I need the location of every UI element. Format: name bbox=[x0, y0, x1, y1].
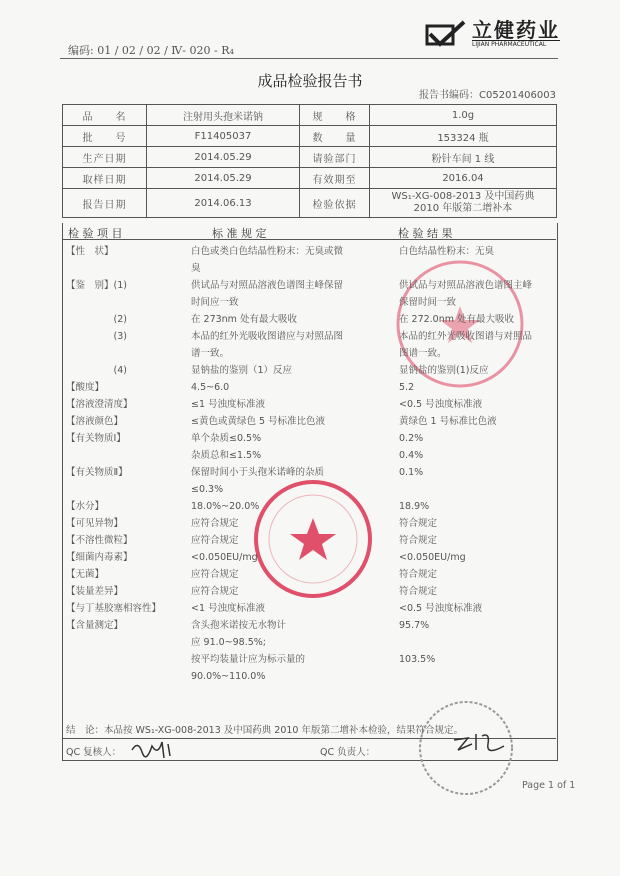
test-item bbox=[66, 328, 191, 362]
test-standard-line: 本品的红外光吸收图谱应与对照品图 bbox=[191, 331, 344, 342]
test-result-line bbox=[399, 481, 554, 498]
test-row bbox=[66, 617, 554, 651]
test-standard-line: 应符合规定 bbox=[191, 535, 239, 546]
department: 粉针车间 1 线 bbox=[370, 147, 557, 168]
test-standard-line: ≤黄色或黄绿色 5 号标准比色液 bbox=[191, 416, 326, 427]
test-result-line: 保留时间一致 bbox=[399, 297, 457, 308]
test-standard-line: 应符合规定 bbox=[191, 569, 239, 580]
test-item bbox=[66, 362, 191, 379]
test-item bbox=[66, 396, 191, 413]
checkmark-logo-icon bbox=[424, 20, 468, 48]
product-info-table bbox=[62, 104, 557, 218]
test-standard-line: <1 号浊度标准液 bbox=[191, 603, 266, 614]
label: 品 名 bbox=[63, 105, 147, 126]
test-item bbox=[66, 498, 191, 515]
qc-reviewer-label: QC 复核人： bbox=[66, 747, 122, 758]
label: 数 量 bbox=[300, 126, 370, 147]
test-result-line: 供试品与对照品溶液色谱图主峰 bbox=[399, 280, 533, 291]
report-number: 报告书编码：C05201406003 bbox=[419, 90, 556, 101]
reviewer-signature bbox=[128, 736, 178, 760]
test-result-line: <0.5 号浊度标准液 bbox=[399, 603, 483, 614]
test-row bbox=[66, 549, 554, 566]
label: 检验依据 bbox=[300, 189, 370, 218]
test-standard-line: 白色或类白色结晶性粉末：无臭或微 bbox=[191, 246, 344, 257]
test-row bbox=[66, 413, 554, 430]
test-result bbox=[399, 243, 554, 277]
test-standard-line: 4.5~6.0 bbox=[191, 382, 230, 393]
test-standard bbox=[191, 617, 399, 651]
label: 取样日期 bbox=[63, 168, 147, 189]
test-result-line: 0.1% bbox=[399, 467, 424, 478]
header-standard: 标 准 规 定 bbox=[212, 227, 267, 240]
product-name: 注射用头孢米诺钠 bbox=[147, 105, 300, 126]
test-standard-line: 应符合规定 bbox=[191, 586, 239, 597]
test-item-line bbox=[66, 294, 191, 311]
test-item-line: (2) bbox=[66, 314, 127, 325]
test-item-line bbox=[66, 345, 191, 362]
test-result bbox=[399, 379, 554, 396]
test-standard-line: 含头孢米诺按无水物计 bbox=[191, 620, 287, 631]
test-item-line: 【可见异物】 bbox=[66, 518, 124, 529]
test-standard-line: 应 91.0~98.5%; bbox=[191, 637, 267, 648]
test-item-line: 【有关物质Ⅱ】 bbox=[66, 467, 128, 478]
test-standard bbox=[191, 413, 399, 430]
test-standard-line: 时间应一致 bbox=[191, 297, 239, 308]
results-header bbox=[62, 223, 556, 240]
test-result bbox=[399, 549, 554, 566]
test-standard bbox=[191, 396, 399, 413]
test-item-line: 【无菌】 bbox=[66, 569, 105, 580]
quantity: 153324 瓶 bbox=[370, 126, 557, 147]
label: 报告日期 bbox=[63, 189, 147, 218]
test-standard-line: 谱一致。 bbox=[191, 348, 230, 359]
test-row bbox=[66, 651, 554, 685]
test-result-line: 符合规定 bbox=[399, 518, 438, 529]
test-item-line: 【溶液颜色】 bbox=[66, 416, 124, 427]
test-item-line: 【细菌内毒素】 bbox=[66, 552, 133, 563]
test-row bbox=[66, 583, 554, 600]
test-result-line: 18.9% bbox=[399, 501, 430, 512]
test-item-line: (4) bbox=[66, 365, 127, 376]
test-item bbox=[66, 566, 191, 583]
test-item-line: 【不溶性微粒】 bbox=[66, 535, 133, 546]
test-result bbox=[399, 277, 554, 311]
test-item bbox=[66, 651, 191, 685]
test-row bbox=[66, 532, 554, 549]
logo-text-en: LIJIAN PHARMACEUTICAL bbox=[472, 40, 560, 48]
test-item-line bbox=[66, 634, 191, 651]
test-result-line: 在 272.0nm 处有最大吸收 bbox=[399, 314, 515, 325]
test-result bbox=[399, 600, 554, 617]
page-title: 成品检验报告书 bbox=[257, 72, 363, 90]
batch-number: F11405037 bbox=[147, 126, 300, 147]
test-standard bbox=[191, 277, 399, 311]
test-item-line: 【溶液澄清度】 bbox=[66, 399, 133, 410]
test-result-line: 图谱一致。 bbox=[399, 348, 447, 359]
test-item-line: 【水分】 bbox=[66, 501, 105, 512]
test-row bbox=[66, 396, 554, 413]
test-item bbox=[66, 583, 191, 600]
test-row bbox=[66, 430, 554, 464]
test-row bbox=[66, 328, 554, 362]
test-standard bbox=[191, 328, 399, 362]
spec: 1.0g bbox=[370, 105, 557, 126]
test-item-line: 【与丁基胶塞相容性】 bbox=[66, 603, 162, 614]
test-result bbox=[399, 328, 554, 362]
test-standard-line: 单个杂质≤0.5% bbox=[191, 433, 262, 444]
test-standard-line: 杂质总和≤1.5% bbox=[191, 450, 262, 461]
test-result bbox=[399, 498, 554, 515]
test-item-line bbox=[66, 260, 191, 277]
test-standard bbox=[191, 498, 399, 515]
test-item-line bbox=[66, 668, 191, 685]
test-standard bbox=[191, 311, 399, 328]
test-item-line: 【装量差异】 bbox=[66, 586, 124, 597]
test-standard-line: 在 273nm 处有最大吸收 bbox=[191, 314, 297, 325]
test-standard-line: 90.0%~110.0% bbox=[191, 671, 266, 682]
test-standard bbox=[191, 362, 399, 379]
test-standard-line: ≤1 号浊度标准液 bbox=[191, 399, 266, 410]
test-result bbox=[399, 566, 554, 583]
test-row bbox=[66, 600, 554, 617]
test-item bbox=[66, 430, 191, 464]
test-result-line: 符合规定 bbox=[399, 535, 438, 546]
header-item: 检 验 项 目 bbox=[68, 227, 123, 240]
company-logo bbox=[424, 20, 560, 48]
test-item bbox=[66, 277, 191, 311]
test-row bbox=[66, 566, 554, 583]
test-item bbox=[66, 617, 191, 651]
test-standard bbox=[191, 600, 399, 617]
test-standard bbox=[191, 243, 399, 277]
test-result-line bbox=[399, 634, 554, 651]
test-result-line: 103.5% bbox=[399, 654, 436, 665]
label: 请验部门 bbox=[300, 147, 370, 168]
test-standard bbox=[191, 566, 399, 583]
test-item bbox=[66, 515, 191, 532]
report-date: 2014.06.13 bbox=[147, 189, 300, 218]
test-result-line: 0.2% bbox=[399, 433, 424, 444]
test-item-line: (3) bbox=[66, 331, 127, 342]
test-item bbox=[66, 549, 191, 566]
test-result bbox=[399, 651, 554, 685]
test-item-line: 【酸度】 bbox=[66, 382, 105, 393]
test-result bbox=[399, 464, 554, 498]
test-result bbox=[399, 617, 554, 651]
test-result-line: 本品的红外光吸收图谱与对照品 bbox=[399, 331, 533, 342]
test-standard-line: 应符合规定 bbox=[191, 518, 239, 529]
test-result-line: 5.2 bbox=[399, 382, 415, 393]
test-result bbox=[399, 430, 554, 464]
page-number: Page 1 of 1 bbox=[522, 780, 576, 791]
test-item bbox=[66, 413, 191, 430]
test-item-line: 【性 状】 bbox=[66, 246, 114, 257]
test-item-line: 【含量测定】 bbox=[66, 620, 124, 631]
test-item bbox=[66, 311, 191, 328]
test-standard-line: <0.050EU/mg bbox=[191, 552, 258, 563]
test-result bbox=[399, 515, 554, 532]
test-item bbox=[66, 464, 191, 498]
test-standard-line: 供试品与对照品溶液色谱图主峰保留 bbox=[191, 280, 344, 291]
test-item-line: 【有关物质Ⅰ】 bbox=[66, 433, 126, 444]
test-standard bbox=[191, 583, 399, 600]
test-result-line: 符合规定 bbox=[399, 586, 438, 597]
label: 规 格 bbox=[300, 105, 370, 126]
test-standard bbox=[191, 464, 399, 498]
test-item-line: 【鉴 别】(1) bbox=[66, 280, 127, 291]
mfg-date: 2014.05.29 bbox=[147, 147, 300, 168]
header-result: 检 验 结 果 bbox=[398, 227, 453, 240]
test-standard-line: 显钠盐的鉴别（1）反应 bbox=[191, 365, 293, 376]
test-result bbox=[399, 396, 554, 413]
test-result bbox=[399, 583, 554, 600]
test-result-line: 0.4% bbox=[399, 450, 424, 461]
test-item-line bbox=[66, 481, 191, 498]
label: 批 号 bbox=[63, 126, 147, 147]
test-standard bbox=[191, 430, 399, 464]
test-item bbox=[66, 600, 191, 617]
test-result-line: 显钠盐的鉴别(1)反应 bbox=[399, 365, 489, 376]
inspection-basis: WS₁-XG-008-2013 及中国药典 2010 年版第二增补本 bbox=[370, 189, 557, 218]
test-result-line: <0.050EU/mg bbox=[399, 552, 466, 563]
test-result-line: 黄绿色 1 号标准比色液 bbox=[399, 416, 497, 427]
test-row bbox=[66, 243, 554, 277]
test-result-line: 符合规定 bbox=[399, 569, 438, 580]
test-standard-line: 18.0%~20.0% bbox=[191, 501, 260, 512]
label: 生产日期 bbox=[63, 147, 147, 168]
test-result bbox=[399, 311, 554, 328]
test-result bbox=[399, 362, 554, 379]
test-item bbox=[66, 379, 191, 396]
test-result-line: <0.5 号浊度标准液 bbox=[399, 399, 483, 410]
test-row bbox=[66, 515, 554, 532]
test-standard bbox=[191, 515, 399, 532]
test-standard-line: 保留时间小于头孢米诺峰的杂质 bbox=[191, 467, 325, 478]
test-result-line: 白色结晶性粉末：无臭 bbox=[399, 246, 495, 257]
test-row bbox=[66, 464, 554, 498]
test-result-line bbox=[399, 260, 554, 277]
sample-date: 2014.05.29 bbox=[147, 168, 300, 189]
qc-manager-label: QC 负责人： bbox=[320, 747, 376, 758]
test-result-line: 95.7% bbox=[399, 620, 430, 631]
test-row bbox=[66, 311, 554, 328]
test-result bbox=[399, 413, 554, 430]
test-standard-line: 按平均装量计应为标示量的 bbox=[191, 654, 306, 665]
test-row bbox=[66, 362, 554, 379]
test-row bbox=[66, 379, 554, 396]
test-row bbox=[66, 498, 554, 515]
header-divider bbox=[60, 58, 558, 59]
test-standard-line: 臭 bbox=[191, 263, 201, 274]
logo-text-cn: 立健药业 bbox=[472, 18, 560, 42]
test-item-line bbox=[66, 651, 191, 668]
expiry-date: 2016.04 bbox=[370, 168, 557, 189]
test-standard bbox=[191, 532, 399, 549]
test-standard bbox=[191, 651, 399, 685]
test-result-line bbox=[399, 668, 554, 685]
document-code: 编码: 01 / 02 / 02 / Ⅳ- 020 - R₄ bbox=[68, 44, 234, 57]
label: 有效期至 bbox=[300, 168, 370, 189]
test-standard bbox=[191, 549, 399, 566]
test-row bbox=[66, 277, 554, 311]
test-standard bbox=[191, 379, 399, 396]
test-item bbox=[66, 243, 191, 277]
test-item-line bbox=[66, 447, 191, 464]
conclusion: 结 论：本品按 WS₁-XG-008-2013 及中国药典 2010 年版第二增补本检验，结果符合规定。 bbox=[66, 725, 463, 736]
test-item bbox=[66, 532, 191, 549]
test-result bbox=[399, 532, 554, 549]
test-results-list bbox=[66, 243, 554, 685]
test-standard-line: ≤0.3% bbox=[191, 484, 224, 495]
